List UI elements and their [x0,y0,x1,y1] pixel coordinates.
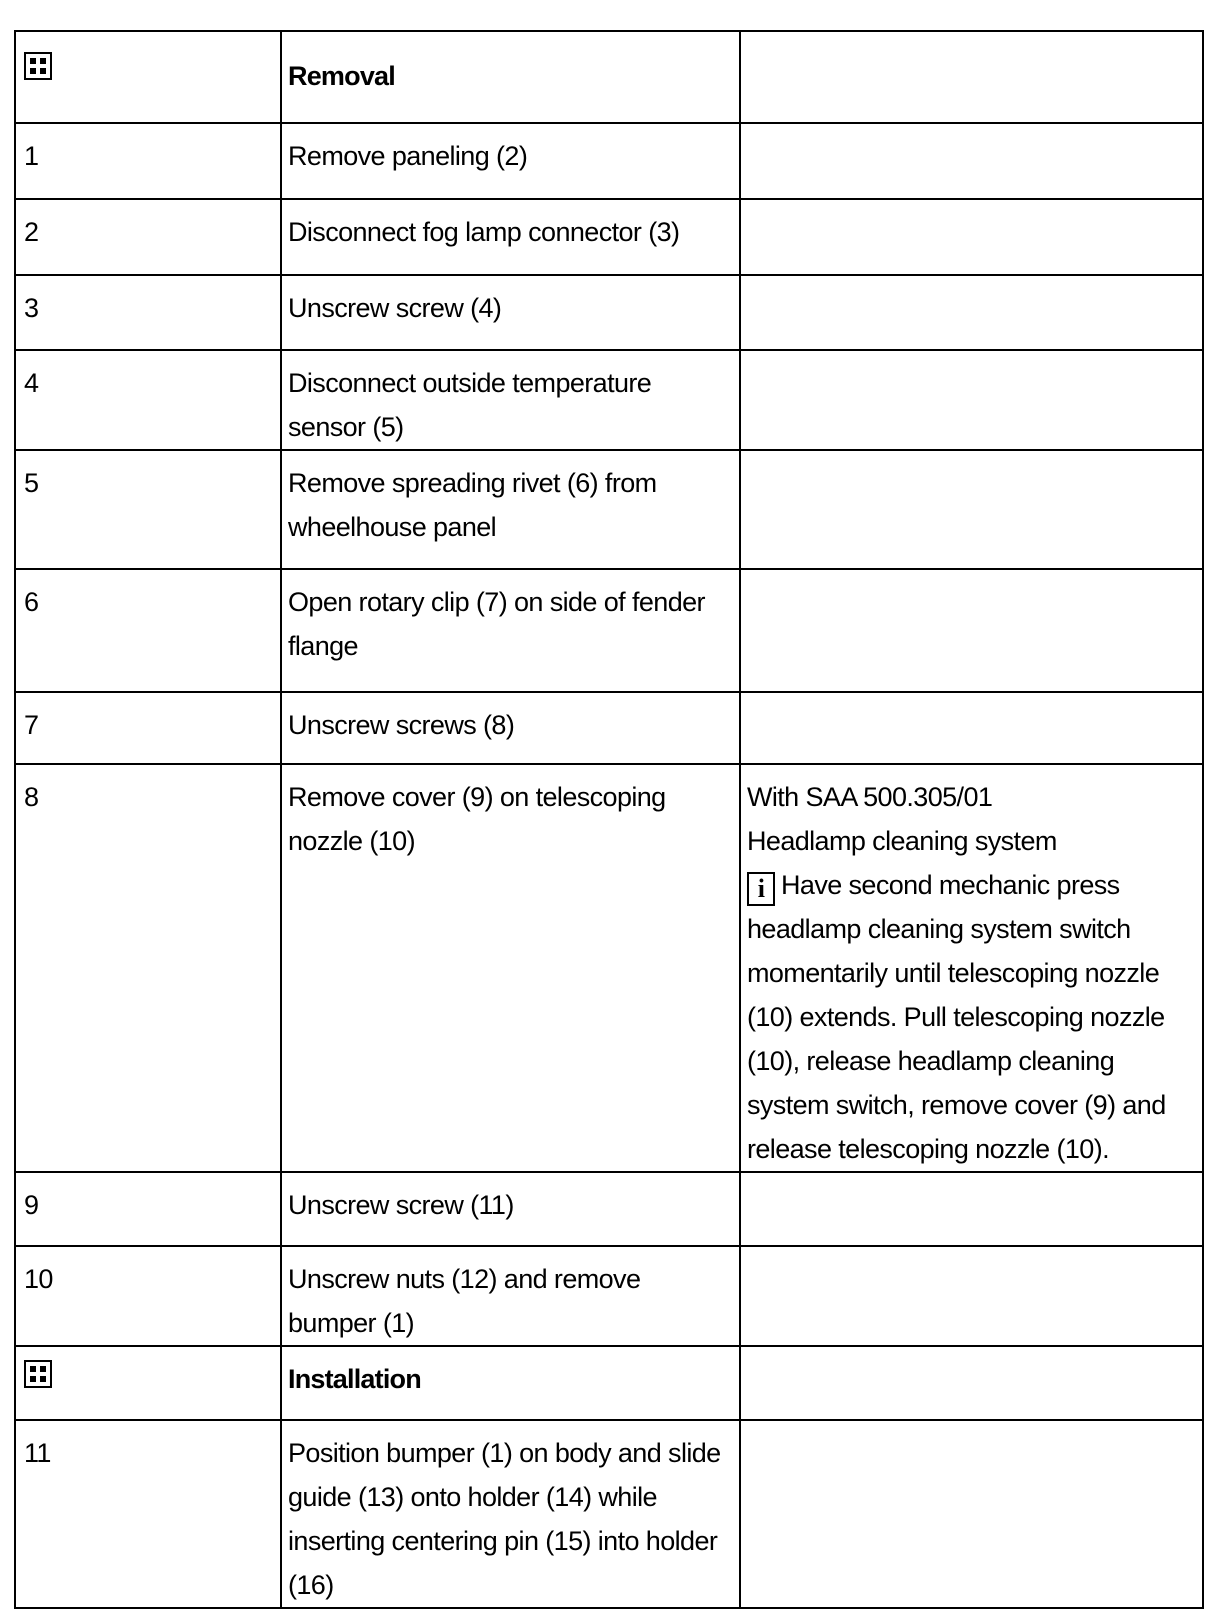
step-number: 5 [15,450,281,569]
tool-icon [24,1360,52,1388]
note-system-line: Headlamp cleaning system [747,826,1057,856]
procedure-table [14,30,1204,1609]
table-row [15,764,1203,1172]
installation-icon-cell [15,1346,281,1420]
note-saa-line: With SAA 500.305/01 [747,782,993,812]
step-text: Remove cover (9) on telescoping nozzle (10) [281,764,740,1172]
table-row [15,123,1203,199]
table-row [15,692,1203,764]
table-row [15,1172,1203,1246]
step-number: 4 [15,350,281,450]
step-number: 3 [15,275,281,350]
removal-note-cell [740,31,1203,123]
installation-header-row [15,1346,1203,1420]
table-row [15,450,1203,569]
step-text: Remove paneling (2) [281,123,740,199]
step-text: Unscrew screw (4) [281,275,740,350]
step-number: 1 [15,123,281,199]
step-number: 10 [15,1246,281,1346]
step-note [740,123,1203,199]
table-row [15,1420,1203,1608]
step-note [740,275,1203,350]
step-note [740,764,1203,1172]
note-body-text: Have second mechanic press headlamp cleaning system switch momentarily until telescoping nozzle (10) extends. Pull telescoping nozzle (10), release headlamp cleaning system switch, remove cover (9) and release telescoping nozzle (10). [747,870,1166,1164]
step-number: 2 [15,199,281,275]
tool-icon [24,52,52,80]
note-body [747,870,1166,1164]
table-row [15,1246,1203,1346]
step-note [740,199,1203,275]
step-note [740,1420,1203,1608]
step-text: Disconnect outside temperature sensor (5) [281,350,740,450]
step-text: Disconnect fog lamp connector (3) [281,199,740,275]
step-note [740,450,1203,569]
step-number: 8 [15,764,281,1172]
step-note [740,350,1203,450]
removal-icon-cell [15,31,281,123]
step-text: Unscrew screw (11) [281,1172,740,1246]
procedure-sheet [14,30,1202,1609]
step-number: 11 [15,1420,281,1608]
installation-heading: Installation [288,1364,421,1394]
removal-heading: Removal [288,61,395,91]
step-note [740,1246,1203,1346]
removal-heading-cell [281,31,740,123]
step-note [740,1172,1203,1246]
step-note [740,692,1203,764]
table-row [15,569,1203,692]
installation-note-cell [740,1346,1203,1420]
table-row [15,199,1203,275]
step-note [740,569,1203,692]
step-text: Position bumper (1) on body and slide guide (13) onto holder (14) while inserting centering pin (15) into holder (16) [281,1420,740,1608]
step-text: Unscrew nuts (12) and remove bumper (1) [281,1246,740,1346]
removal-header-row [15,31,1203,123]
info-icon: i [747,872,775,906]
table-row [15,350,1203,450]
step-number: 7 [15,692,281,764]
step-text: Open rotary clip (7) on side of fender flange [281,569,740,692]
table-row [15,275,1203,350]
step-number: 6 [15,569,281,692]
step-text: Remove spreading rivet (6) from wheelhouse panel [281,450,740,569]
installation-heading-cell [281,1346,740,1420]
step-text: Unscrew screws (8) [281,692,740,764]
step-number: 9 [15,1172,281,1246]
